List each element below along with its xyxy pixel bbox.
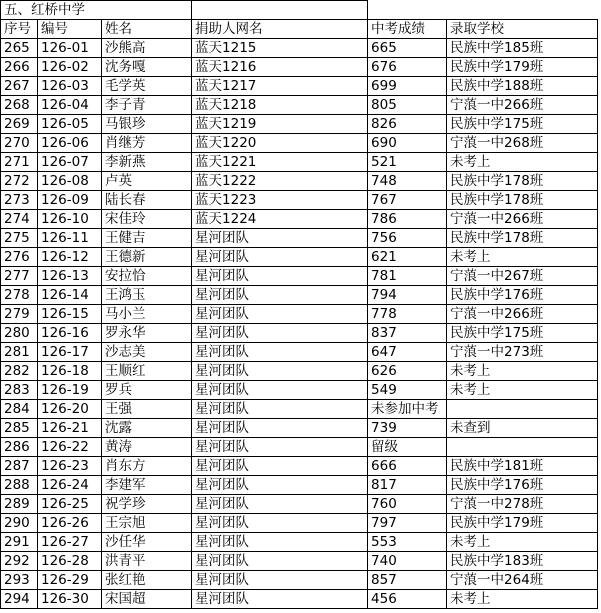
cell-name: 洪青平: [102, 552, 192, 571]
table-row: [1, 533, 598, 552]
cell-score: 826: [368, 115, 447, 134]
cell-school: 民族中学178班: [447, 229, 598, 248]
table-row: [1, 362, 598, 381]
cell-school: 民族中学179班: [447, 58, 598, 77]
cell-code: 126-11: [38, 229, 102, 248]
header-donor: 捐助人网名: [192, 20, 368, 39]
cell-school: 未考上: [447, 362, 598, 381]
cell-score: 760: [368, 495, 447, 514]
cell-code: 126-23: [38, 457, 102, 476]
cell-seq: 287: [1, 457, 38, 476]
cell-school: 民族中学175班: [447, 324, 598, 343]
cell-score: 456: [368, 590, 447, 609]
cell-score: 690: [368, 134, 447, 153]
cell-score: 553: [368, 533, 447, 552]
cell-seq: 271: [1, 153, 38, 172]
cell-school: 宁蒗一中268班: [447, 134, 598, 153]
cell-code: 126-09: [38, 191, 102, 210]
table-row: [1, 324, 598, 343]
cell-school: 宁蒗一中273班: [447, 343, 598, 362]
cell-donor: 蓝天1222: [192, 172, 368, 191]
cell-donor: 星河团队: [192, 381, 368, 400]
cell-code: 126-06: [38, 134, 102, 153]
cell-school: 民族中学176班: [447, 476, 598, 495]
cell-school: 民族中学188班: [447, 77, 598, 96]
cell-seq: 292: [1, 552, 38, 571]
cell-seq: 277: [1, 267, 38, 286]
cell-code: 126-14: [38, 286, 102, 305]
table-row: [1, 77, 598, 96]
cell-name: 王健吉: [102, 229, 192, 248]
table-row: [1, 438, 598, 457]
cell-seq: 266: [1, 58, 38, 77]
table-row: [1, 571, 598, 590]
cell-donor: 星河团队: [192, 571, 368, 590]
cell-score: 621: [368, 248, 447, 267]
cell-school: 民族中学185班: [447, 39, 598, 58]
cell-seq: 285: [1, 419, 38, 438]
cell-score: 805: [368, 96, 447, 115]
cell-name: 安拉恰: [102, 267, 192, 286]
cell-donor: 星河团队: [192, 362, 368, 381]
cell-name: 陆长春: [102, 191, 192, 210]
table-row: [1, 514, 598, 533]
cell-seq: 293: [1, 571, 38, 590]
cell-donor: 星河团队: [192, 419, 368, 438]
cell-school: 民族中学178班: [447, 191, 598, 210]
cell-score: 699: [368, 77, 447, 96]
table-row: [1, 343, 598, 362]
cell-donor: 星河团队: [192, 476, 368, 495]
cell-code: 126-15: [38, 305, 102, 324]
cell-donor: 星河团队: [192, 248, 368, 267]
cell-seq: 269: [1, 115, 38, 134]
cell-school: 宁蒗一中264班: [447, 571, 598, 590]
cell-donor: 星河团队: [192, 286, 368, 305]
cell-school: 未考上: [447, 590, 598, 609]
cell-donor: 星河团队: [192, 343, 368, 362]
table-row: [1, 381, 598, 400]
table-row: [1, 305, 598, 324]
table-row: [1, 590, 598, 609]
cell-school: 宁蒗一中266班: [447, 96, 598, 115]
cell-school: 民族中学181班: [447, 457, 598, 476]
table-row: [1, 495, 598, 514]
cell-donor: 蓝天1223: [192, 191, 368, 210]
cell-name: 马小兰: [102, 305, 192, 324]
header-code: 编号: [38, 20, 102, 39]
cell-seq: 280: [1, 324, 38, 343]
cell-seq: 282: [1, 362, 38, 381]
cell-score: 521: [368, 153, 447, 172]
cell-name: 沈务嘎: [102, 58, 192, 77]
cell-donor: 星河团队: [192, 590, 368, 609]
cell-donor: 星河团队: [192, 267, 368, 286]
header-school: 录取学校: [447, 20, 598, 39]
table-row: [1, 115, 598, 134]
table-row: [1, 552, 598, 571]
cell-seq: 279: [1, 305, 38, 324]
cell-school: 未考上: [447, 153, 598, 172]
cell-donor: 蓝天1216: [192, 58, 368, 77]
cell-score: 647: [368, 343, 447, 362]
cell-school: [447, 438, 598, 457]
cell-name: 黄涛: [102, 438, 192, 457]
cell-donor: 星河团队: [192, 514, 368, 533]
cell-name: 王宗旭: [102, 514, 192, 533]
cell-seq: 284: [1, 400, 38, 419]
table-row: [1, 172, 598, 191]
header-name: 姓名: [102, 20, 192, 39]
cell-name: 王鸿玉: [102, 286, 192, 305]
cell-school: 宁蒗一中267班: [447, 267, 598, 286]
section-title: 五、红桥中学: [1, 1, 192, 20]
cell-code: 126-27: [38, 533, 102, 552]
cell-donor: 星河团队: [192, 438, 368, 457]
table-row: [1, 39, 598, 58]
cell-school: 未考上: [447, 533, 598, 552]
cell-code: 126-28: [38, 552, 102, 571]
cell-score: 665: [368, 39, 447, 58]
empty-cell: [368, 1, 447, 20]
cell-donor: 星河团队: [192, 400, 368, 419]
cell-school: 未考上: [447, 248, 598, 267]
cell-code: 126-12: [38, 248, 102, 267]
cell-name: 肖东方: [102, 457, 192, 476]
cell-seq: 274: [1, 210, 38, 229]
cell-code: 126-21: [38, 419, 102, 438]
cell-code: 126-18: [38, 362, 102, 381]
cell-seq: 273: [1, 191, 38, 210]
table-row: [1, 400, 598, 419]
cell-score: 739: [368, 419, 447, 438]
cell-seq: 276: [1, 248, 38, 267]
cell-seq: 270: [1, 134, 38, 153]
cell-school: 宁蒗一中278班: [447, 495, 598, 514]
cell-score: 837: [368, 324, 447, 343]
cell-score: 797: [368, 514, 447, 533]
cell-score: 767: [368, 191, 447, 210]
cell-name: 马银珍: [102, 115, 192, 134]
cell-code: 126-16: [38, 324, 102, 343]
cell-donor: 蓝天1215: [192, 39, 368, 58]
cell-name: 卢英: [102, 172, 192, 191]
cell-donor: 蓝天1221: [192, 153, 368, 172]
cell-name: 宋国超: [102, 590, 192, 609]
cell-name: 李子青: [102, 96, 192, 115]
cell-name: 毛学英: [102, 77, 192, 96]
cell-school: 民族中学183班: [447, 552, 598, 571]
cell-name: 肖继芳: [102, 134, 192, 153]
cell-code: 126-13: [38, 267, 102, 286]
cell-school: 未考上: [447, 381, 598, 400]
table-row: [1, 476, 598, 495]
cell-score: 794: [368, 286, 447, 305]
cell-score: 留级: [368, 438, 447, 457]
cell-seq: 290: [1, 514, 38, 533]
cell-score: 756: [368, 229, 447, 248]
cell-score: 未参加中考: [368, 400, 447, 419]
cell-code: 126-03: [38, 77, 102, 96]
cell-score: 857: [368, 571, 447, 590]
cell-code: 126-07: [38, 153, 102, 172]
cell-seq: 265: [1, 39, 38, 58]
cell-name: 王顺红: [102, 362, 192, 381]
cell-code: 126-25: [38, 495, 102, 514]
cell-name: 宋佳玲: [102, 210, 192, 229]
cell-seq: 281: [1, 343, 38, 362]
cell-code: 126-08: [38, 172, 102, 191]
cell-name: 沙任华: [102, 533, 192, 552]
cell-donor: 蓝天1220: [192, 134, 368, 153]
cell-name: 王强: [102, 400, 192, 419]
cell-code: 126-24: [38, 476, 102, 495]
cell-donor: 星河团队: [192, 305, 368, 324]
cell-score: 549: [368, 381, 447, 400]
cell-seq: 275: [1, 229, 38, 248]
cell-school: 民族中学178班: [447, 172, 598, 191]
cell-code: 126-01: [38, 39, 102, 58]
cell-code: 126-26: [38, 514, 102, 533]
table-row: [1, 58, 598, 77]
cell-name: 张红艳: [102, 571, 192, 590]
cell-score: 748: [368, 172, 447, 191]
table-row: [1, 286, 598, 305]
cell-name: 李建军: [102, 476, 192, 495]
cell-school: 民族中学179班: [447, 514, 598, 533]
cell-donor: 蓝天1219: [192, 115, 368, 134]
table-row: [1, 229, 598, 248]
header-seq: 序号: [1, 20, 38, 39]
cell-donor: 蓝天1224: [192, 210, 368, 229]
cell-code: 126-05: [38, 115, 102, 134]
cell-school: [447, 400, 598, 419]
cell-donor: 蓝天1218: [192, 96, 368, 115]
cell-code: 126-10: [38, 210, 102, 229]
table-row: [1, 134, 598, 153]
cell-score: 786: [368, 210, 447, 229]
table-row: [1, 96, 598, 115]
empty-cell: [192, 1, 368, 20]
cell-name: 沈露: [102, 419, 192, 438]
cell-donor: 星河团队: [192, 324, 368, 343]
cell-code: 126-19: [38, 381, 102, 400]
cell-name: 罗兵: [102, 381, 192, 400]
table-row: [1, 248, 598, 267]
cell-school: 未查到: [447, 419, 598, 438]
cell-name: 沙志美: [102, 343, 192, 362]
cell-donor: 星河团队: [192, 552, 368, 571]
cell-seq: 283: [1, 381, 38, 400]
cell-code: 126-29: [38, 571, 102, 590]
cell-score: 740: [368, 552, 447, 571]
table-row: [1, 191, 598, 210]
cell-code: 126-02: [38, 58, 102, 77]
cell-seq: 289: [1, 495, 38, 514]
cell-donor: 星河团队: [192, 495, 368, 514]
cell-seq: 267: [1, 77, 38, 96]
table-body: [1, 1, 598, 609]
cell-seq: 278: [1, 286, 38, 305]
table-row: [1, 153, 598, 172]
cell-score: 781: [368, 267, 447, 286]
cell-donor: 星河团队: [192, 457, 368, 476]
cell-seq: 268: [1, 96, 38, 115]
cell-score: 817: [368, 476, 447, 495]
cell-code: 126-20: [38, 400, 102, 419]
cell-name: 祝学珍: [102, 495, 192, 514]
section-title-row: [1, 1, 598, 20]
cell-score: 666: [368, 457, 447, 476]
table-row: [1, 210, 598, 229]
table-row: [1, 419, 598, 438]
cell-score: 778: [368, 305, 447, 324]
cell-donor: 星河团队: [192, 533, 368, 552]
cell-seq: 272: [1, 172, 38, 191]
cell-school: 宁蒗一中266班: [447, 305, 598, 324]
cell-school: 民族中学176班: [447, 286, 598, 305]
table-row: [1, 267, 598, 286]
cell-name: 李新燕: [102, 153, 192, 172]
header-row: [1, 20, 598, 39]
cell-seq: 288: [1, 476, 38, 495]
cell-score: 626: [368, 362, 447, 381]
cell-donor: 星河团队: [192, 229, 368, 248]
header-score: 中考成绩: [368, 20, 447, 39]
cell-code: 126-17: [38, 343, 102, 362]
cell-score: 676: [368, 58, 447, 77]
cell-code: 126-04: [38, 96, 102, 115]
empty-cell: [447, 1, 598, 20]
cell-name: 沙熊高: [102, 39, 192, 58]
cell-school: 民族中学175班: [447, 115, 598, 134]
cell-seq: 286: [1, 438, 38, 457]
cell-seq: 291: [1, 533, 38, 552]
cell-code: 126-22: [38, 438, 102, 457]
table-row: [1, 457, 598, 476]
cell-code: 126-30: [38, 590, 102, 609]
cell-name: 罗永华: [102, 324, 192, 343]
cell-seq: 294: [1, 590, 38, 609]
cell-school: 宁蒗一中266班: [447, 210, 598, 229]
cell-name: 王德新: [102, 248, 192, 267]
cell-donor: 蓝天1217: [192, 77, 368, 96]
